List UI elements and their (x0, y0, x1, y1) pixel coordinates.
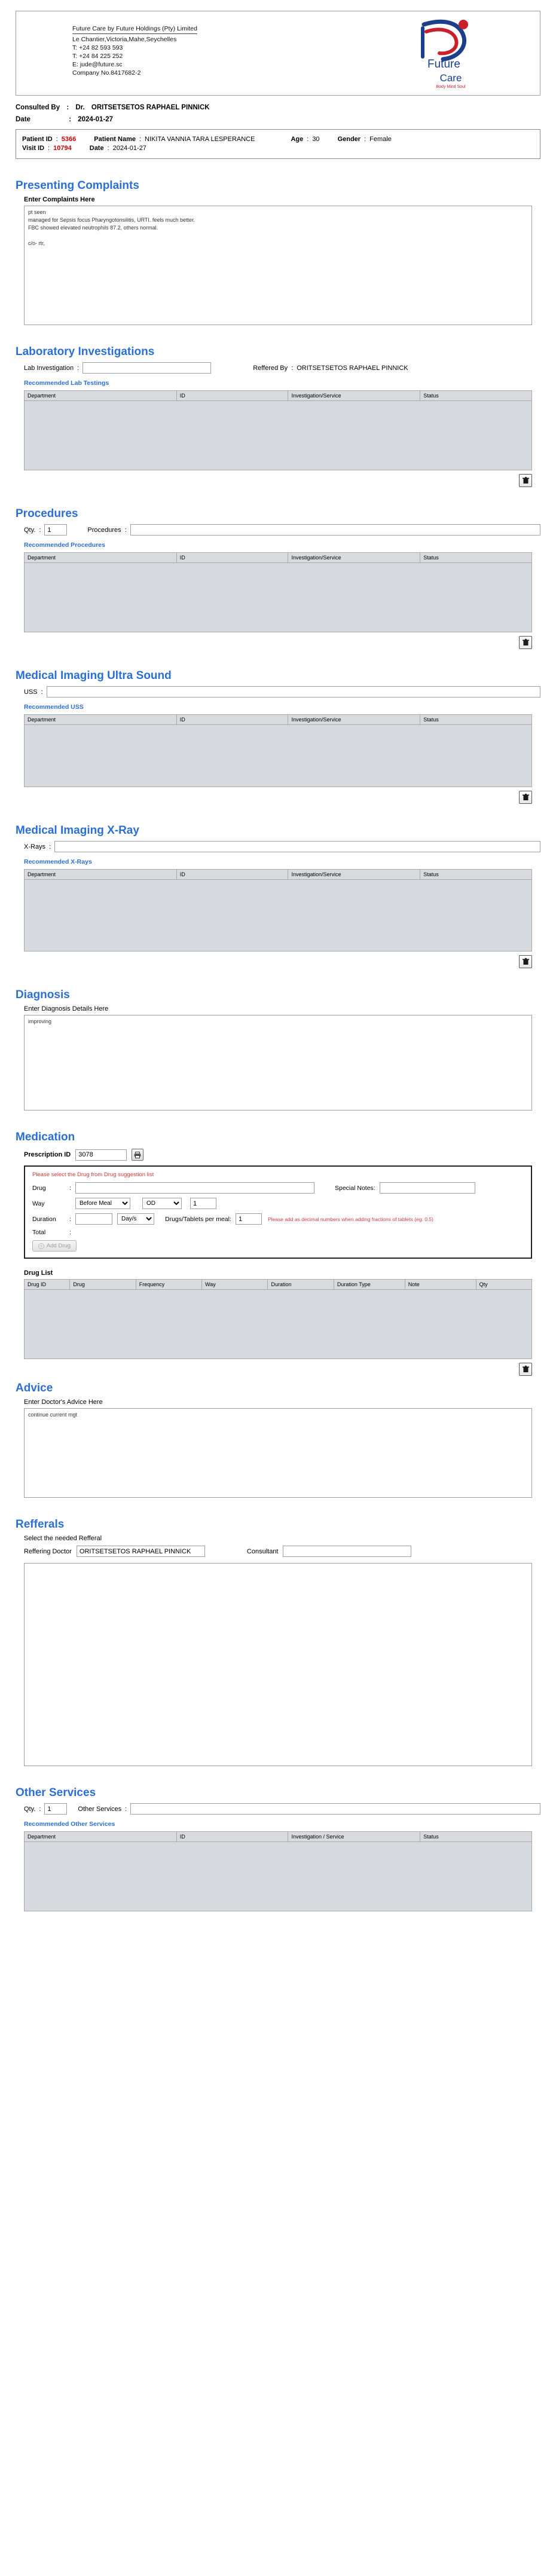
xray-input[interactable] (54, 841, 540, 852)
special-notes-input[interactable] (380, 1182, 475, 1194)
xray-delete-row (16, 955, 540, 968)
uss-col-status: Status (420, 715, 532, 725)
drug-list-title: Drug List (24, 1269, 53, 1277)
lab-investigation-label: Lab Investigation (24, 364, 74, 372)
trash-glyph (523, 794, 529, 801)
section-title-advice: Advice (16, 1382, 53, 1394)
other-services-input[interactable] (130, 1803, 540, 1815)
doctor-prefix: Dr. (75, 104, 85, 111)
clinic-info (25, 17, 197, 77)
special-notes-colon: : (373, 1184, 375, 1192)
drug-col-duration-type: Duration Type (334, 1280, 405, 1290)
duration-unit-select[interactable] (117, 1213, 154, 1225)
patient-name-colon: : (139, 136, 142, 143)
visit-date-value: 2024-01-27 (112, 145, 146, 152)
referrals-panel[interactable] (24, 1563, 532, 1766)
way-row (32, 1198, 524, 1209)
patient-name-label: Patient Name (94, 136, 136, 143)
xray-colon: : (49, 843, 51, 850)
uss-input[interactable] (47, 686, 540, 697)
drugs-per-meal-colon: : (229, 1215, 231, 1223)
other-services-qty-colon: : (39, 1805, 41, 1813)
total-label: Total (32, 1229, 46, 1236)
trash-glyph (523, 958, 529, 965)
xray-grid-body (24, 880, 532, 952)
section-title-diagnosis: Diagnosis (16, 989, 70, 1001)
uss-label: USS (24, 688, 38, 696)
drug-col-drug: Drug (70, 1280, 136, 1290)
prescription-id-label: Prescription ID (24, 1151, 71, 1158)
diagnosis-subtitle: Enter Diagnosis Details Here (24, 1005, 109, 1012)
procedures-colon: : (124, 526, 127, 534)
patient-line-1 (22, 136, 534, 143)
duration-colon: : (69, 1215, 71, 1223)
clinic-address: Le Chantier,Victoria,Mahe,Seychelles (72, 36, 177, 43)
uss-col-department: Department (25, 715, 177, 725)
patient-id-colon: : (56, 136, 58, 143)
way-select[interactable] (75, 1198, 130, 1209)
section-title-procedures: Procedures (16, 507, 78, 520)
frequency-qty-input[interactable] (190, 1198, 216, 1209)
patient-id-value: 5366 (61, 136, 77, 143)
xray-col-department: Department (25, 870, 177, 880)
duration-row (32, 1213, 524, 1225)
lab-grid-body (24, 401, 532, 470)
other-services-grid (16, 1831, 540, 1911)
other-services-input-row (16, 1803, 540, 1815)
complaints-subtitle: Enter Complaints Here (24, 196, 95, 203)
add-drug-label: Add Drug (46, 1243, 71, 1249)
lab-delete-row (16, 474, 540, 487)
uss-col-service: Investigation/Service (288, 715, 420, 725)
lab-investigation-input[interactable] (83, 362, 211, 374)
uss-grid-header (24, 714, 532, 725)
os-col-service: Investigation / Service (288, 1832, 420, 1842)
drug-col-way: Way (202, 1280, 268, 1290)
recommended-uss-link[interactable]: Recommended USS (24, 703, 84, 711)
logo-care-text: Care (439, 72, 462, 84)
duration-input[interactable] (75, 1213, 112, 1225)
uss-grid-body (24, 725, 532, 787)
lab-col-id: ID (176, 391, 288, 401)
xray-col-service: Investigation/Service (288, 870, 420, 880)
consult-date-label: Date (16, 116, 30, 123)
lab-grid-header (24, 390, 532, 401)
drug-col-note: Note (405, 1280, 476, 1290)
lab-referred-by-label: Reffered By (253, 364, 288, 372)
procedures-qty-input[interactable] (44, 524, 67, 536)
other-services-label: Other Services (78, 1805, 122, 1813)
medication-entry-panel (24, 1165, 532, 1259)
drug-col-frequency: Frequency (136, 1280, 201, 1290)
patient-gender-label: Gender (337, 136, 361, 143)
recommended-procedures-link[interactable]: Recommended Procedures (24, 541, 105, 549)
drug-list-delete-row (16, 1363, 540, 1376)
drug-label: Drug (32, 1184, 46, 1192)
trash-icon[interactable] (519, 791, 532, 804)
clinic-company-no: Company No.8417682-2 (72, 69, 141, 77)
patient-age-colon: : (307, 136, 309, 143)
lab-col-department: Department (25, 391, 177, 401)
total-colon: : (69, 1229, 71, 1236)
trash-glyph (523, 477, 529, 484)
other-services-colon: : (125, 1805, 127, 1813)
section-title-lab: Laboratory Investigations (16, 345, 155, 358)
uss-colon: : (41, 688, 43, 696)
patient-gender-value: Female (369, 136, 392, 143)
frequency-select[interactable] (142, 1198, 182, 1209)
trash-icon[interactable] (519, 474, 532, 487)
os-col-department: Department (25, 1832, 177, 1842)
patient-gender-colon: : (364, 136, 366, 143)
consulted-by-colon: : (66, 104, 69, 111)
patient-age-value: 30 (312, 136, 320, 143)
drug-list-grid-body (24, 1290, 532, 1359)
other-services-qty-label: Qty. (24, 1805, 36, 1813)
lab-referred-by-value: ORITSETSETOS RAPHAEL PINNICK (297, 364, 408, 372)
drug-selection-warning: Please select the Drug from Drug suggestion list (32, 1171, 154, 1178)
referrals-subtitle: Select the needed Refferal (24, 1535, 102, 1542)
trash-icon[interactable] (519, 1363, 532, 1376)
procedures-input[interactable] (130, 524, 540, 536)
clinic-tel-1: T: +24 82 593 593 (72, 44, 123, 51)
advice-textarea[interactable] (24, 1408, 532, 1498)
visit-id-value: 10794 (53, 145, 72, 152)
lab-investigation-colon: : (77, 364, 80, 372)
referring-doctor-input[interactable] (77, 1546, 205, 1557)
advice-subtitle: Enter Doctor's Advice Here (24, 1399, 103, 1406)
proc-col-department: Department (25, 553, 177, 563)
lab-investigation-row (16, 362, 540, 374)
referrals-input-row (16, 1546, 540, 1557)
lab-col-status: Status (420, 391, 532, 401)
consult-date-row (16, 116, 540, 123)
visit-date-label: Date (89, 145, 104, 152)
drug-row (32, 1182, 524, 1194)
special-notes-label: Special Notes (335, 1184, 374, 1192)
drug-col-qty: Qty (476, 1280, 531, 1290)
lab-referred-by-colon: : (291, 364, 294, 372)
decimal-note: Please add as decimal numbers when adding fractions of tablets (eg: 0.5) (267, 1216, 433, 1222)
xray-grid-header (24, 869, 532, 880)
clinic-logo (403, 17, 531, 89)
xray-input-row (16, 841, 540, 852)
recommended-xrays-link[interactable]: Recommended X-Rays (24, 858, 92, 865)
printer-icon[interactable] (132, 1149, 143, 1161)
section-title-complaints: Presenting Complaints (16, 179, 139, 192)
section-title-uss: Medical Imaging Ultra Sound (16, 669, 172, 682)
os-col-status: Status (420, 1832, 532, 1842)
proc-col-status: Status (420, 553, 532, 563)
consultant-input[interactable] (283, 1546, 411, 1557)
trash-icon[interactable] (519, 636, 532, 649)
other-services-grid-header (24, 1831, 532, 1842)
consulted-by-label: Consulted By (16, 104, 60, 111)
section-title-medication: Medication (16, 1131, 75, 1143)
prescription-id-row (16, 1149, 540, 1161)
uss-delete-row (16, 791, 540, 804)
consult-date-value: 2024-01-27 (78, 116, 114, 123)
logo-tagline: Body Mind Soul (436, 85, 466, 89)
consulted-by-doctor: ORITSETSETOS RAPHAEL PINNICK (91, 104, 210, 111)
trash-glyph (523, 1366, 529, 1373)
uss-col-id: ID (176, 715, 288, 725)
printer-glyph (134, 1152, 141, 1158)
consultant-label: Consultant (246, 1547, 279, 1555)
section-title-referrals: Refferals (16, 1518, 65, 1531)
trash-glyph (523, 639, 529, 646)
future-care-logo-icon (406, 17, 496, 75)
procedures-grid-body (24, 563, 532, 632)
procedures-grid (16, 552, 540, 632)
drug-colon: : (69, 1184, 71, 1192)
visit-id-colon: : (48, 145, 50, 152)
xray-col-id: ID (176, 870, 288, 880)
drug-list-grid-header (24, 1279, 532, 1290)
other-services-grid-body (24, 1842, 532, 1911)
section-title-xray: Medical Imaging X-Ray (16, 824, 139, 837)
xray-grid (16, 869, 540, 952)
clinic-header (16, 11, 540, 96)
diagnosis-textarea[interactable] (24, 1015, 532, 1110)
clinic-tel-2: T: +24 84 225 252 (72, 53, 123, 60)
procedures-delete-row (16, 636, 540, 649)
uss-grid (16, 714, 540, 787)
procedures-label: Procedures (87, 526, 121, 534)
patient-line-2 (22, 145, 534, 152)
clinic-name: Future Care by Future Holdings (Pty) Limited (72, 25, 197, 34)
svg-text:Future: Future (427, 58, 460, 71)
procedures-qty-colon: : (39, 526, 41, 534)
xray-col-status: Status (420, 870, 532, 880)
patient-age-label: Age (291, 136, 304, 143)
section-title-other-services: Other Services (16, 1786, 96, 1799)
way-label: Way (32, 1200, 45, 1207)
recommended-lab-testings-link[interactable]: Recommended Lab Testings (24, 380, 109, 387)
drugs-per-meal-input[interactable] (236, 1213, 262, 1225)
lab-results-grid (16, 390, 540, 470)
visit-date-colon: : (107, 145, 109, 152)
trash-icon[interactable] (519, 955, 532, 968)
drug-col-id: Drug ID (25, 1280, 70, 1290)
add-drug-button[interactable] (32, 1240, 77, 1252)
visit-id-label: Visit ID (22, 145, 45, 152)
uss-input-row (16, 686, 540, 697)
proc-col-service: Investigation/Service (288, 553, 420, 563)
patient-summary-bar (16, 129, 540, 159)
prescription-id-input[interactable] (75, 1149, 127, 1161)
drug-col-duration: Duration (268, 1280, 334, 1290)
complaints-textarea[interactable] (24, 206, 532, 325)
other-services-qty-input[interactable] (44, 1803, 67, 1815)
duration-label: Duration (32, 1215, 56, 1223)
clinic-email: E: jude@future.sc (72, 61, 123, 68)
drug-input[interactable] (75, 1182, 314, 1194)
referring-doctor-label: Reffering Doctor (24, 1547, 72, 1555)
total-row (32, 1229, 524, 1236)
os-col-id: ID (176, 1832, 288, 1842)
consult-date-colon: : (69, 116, 72, 123)
procedures-grid-header (24, 552, 532, 563)
plus-icon: + (38, 1243, 44, 1249)
recommended-other-services-link[interactable]: Recommended Other Services (24, 1821, 115, 1828)
consulted-by-row (16, 104, 540, 111)
lab-col-service: Investigation/Service (288, 391, 420, 401)
patient-name-value: NIKITA VANNIA TARA LESPERANCE (145, 136, 255, 143)
drugs-per-meal-label: Drugs/Tablets per meal (165, 1215, 230, 1223)
procedures-input-row (16, 524, 540, 536)
procedures-qty-label: Qty. (24, 526, 36, 534)
proc-col-id: ID (176, 553, 288, 563)
xray-label: X-Rays (24, 843, 46, 850)
patient-id-label: Patient ID (22, 136, 53, 143)
